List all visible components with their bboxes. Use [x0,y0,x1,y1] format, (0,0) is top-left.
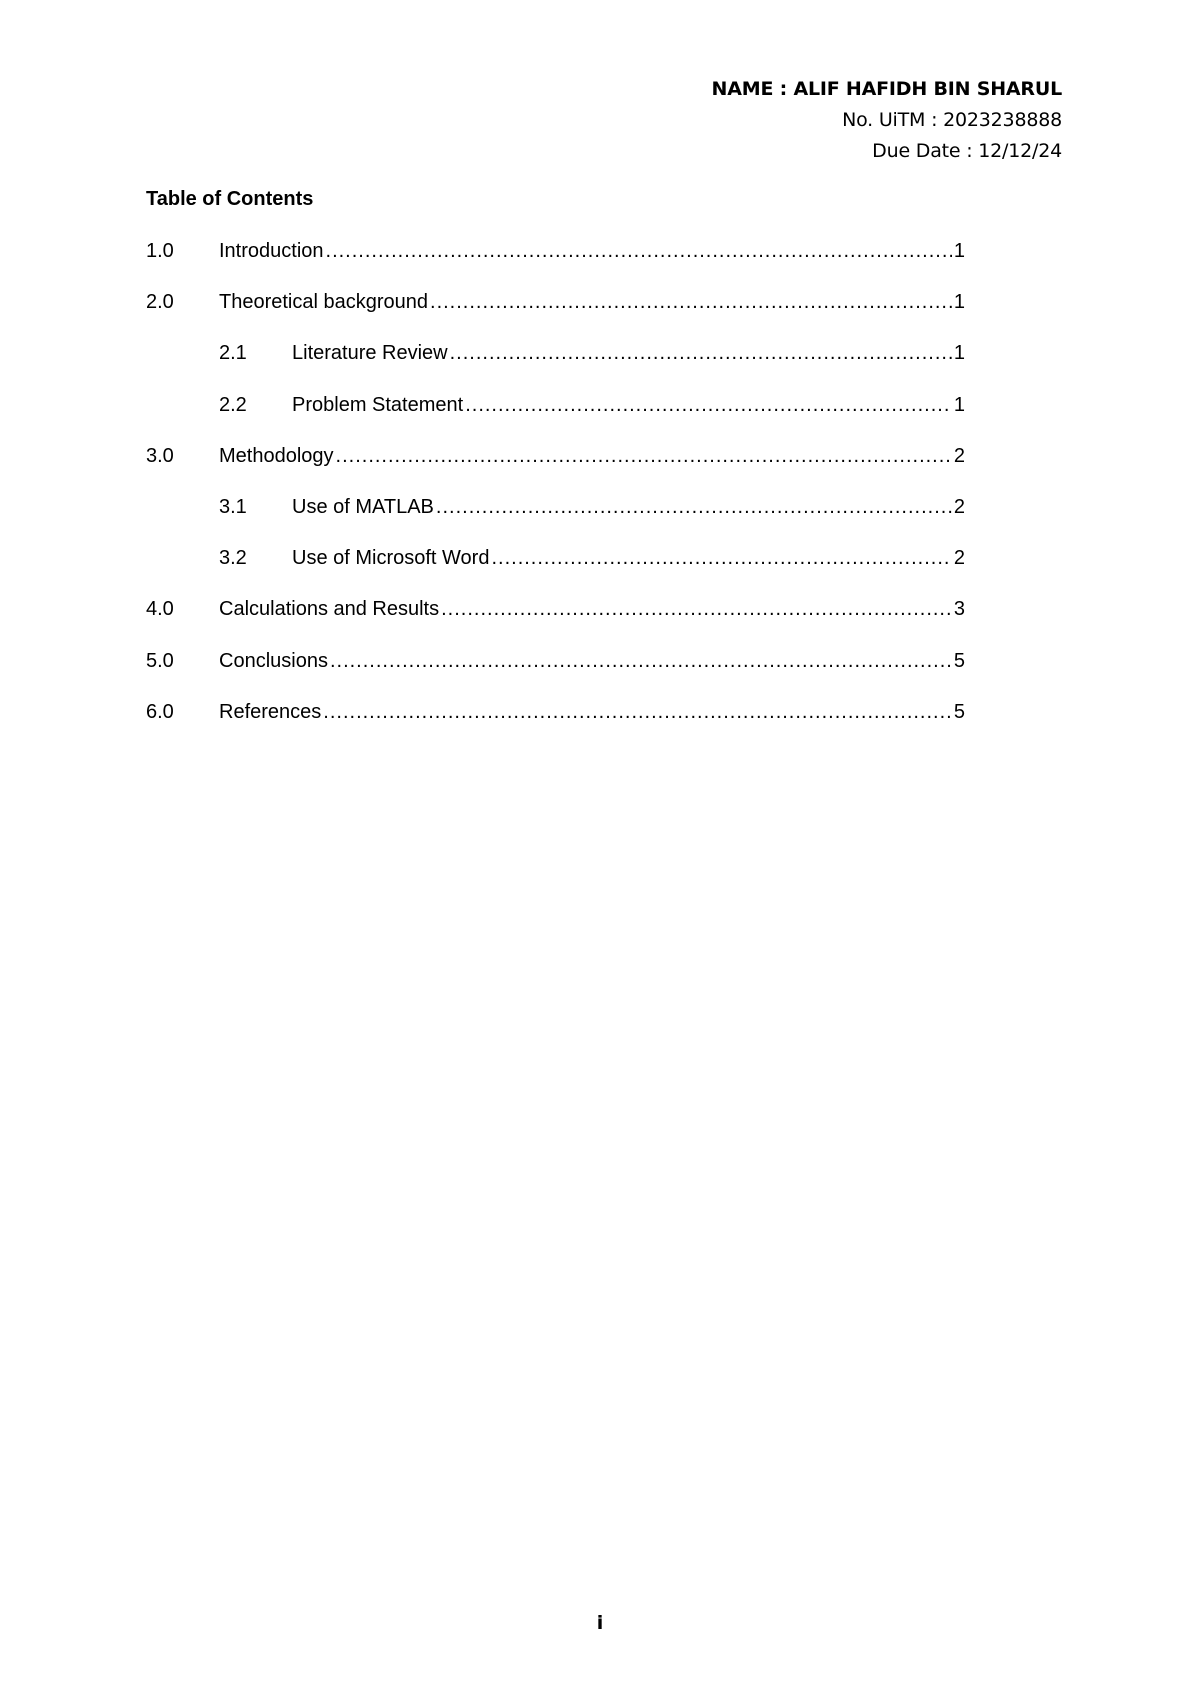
toc-entry-use-of-matlab[interactable] [146,495,965,546]
toc-dot-leader [441,597,952,621]
toc-entry-literature-review[interactable] [146,341,965,392]
toc-entry-conclusions[interactable] [146,649,965,700]
toc-dot-leader [323,700,952,724]
toc-entry-number: 2.1 [219,342,247,365]
toc-entry-title: Introduction [219,240,324,262]
toc-dot-leader [330,649,952,673]
toc-entry-page: 3 [953,598,965,621]
toc-entry-number: 4.0 [146,598,174,621]
toc-dot-leader [491,546,951,570]
toc-dot-leader [450,341,952,365]
toc-entry-title: Problem Statement [292,393,464,416]
toc-entry-methodology[interactable] [146,444,965,495]
toc-entry-number: 3.1 [219,495,247,518]
toc-entry-use-of-microsoft-word[interactable] [146,546,965,597]
toc-dot-leader [430,290,952,314]
toc-entry-title: Methodology [219,444,334,467]
toc-entry-introduction[interactable] [146,239,965,290]
toc-entry-number: 1.0 [146,240,174,262]
toc-entry-problem-statement[interactable] [146,393,965,444]
toc-entry-title: Calculations and Results [219,598,440,621]
toc-dot-leader [436,495,952,519]
toc-entry-calculations-and-results[interactable] [146,597,965,648]
page-number: i [596,1612,604,1634]
toc-dot-leader [465,393,952,417]
toc-entry-number: 3.2 [219,547,247,570]
toc-entry-number: 3.0 [146,444,174,467]
toc-entry-title: Use of MATLAB [292,495,434,518]
toc-entry-page: 1 [953,291,965,314]
student-info-header [712,74,1062,167]
toc-entry-page: 2 [953,444,965,467]
toc-entry-title: Literature Review [292,342,448,365]
toc-entry-page: 1 [953,240,965,262]
toc-entry-number: 5.0 [146,649,174,672]
table-of-contents [146,239,965,751]
toc-entry-title: References [219,700,322,723]
toc-entry-page: 2 [953,495,965,518]
toc-entry-page: 5 [953,700,965,723]
toc-entry-title: Use of Microsoft Word [292,547,490,570]
toc-entry-references[interactable] [146,700,965,751]
toc-entry-number: 2.2 [219,393,247,416]
toc-dot-leader [326,239,952,263]
toc-dot-leader [336,444,952,468]
toc-entry-number: 6.0 [146,700,174,723]
toc-entry-page: 1 [953,393,965,416]
student-name: NAME : ALIF HAFIDH BIN SHARUL [711,78,1062,100]
toc-entry-page: 2 [953,547,965,570]
toc-entry-page: 1 [953,342,965,365]
toc-entry-page: 5 [953,649,965,672]
toc-entry-title: Conclusions [219,649,328,672]
toc-title: Table of Contents [146,188,314,210]
due-date: Due Date : 12/12/24 [872,140,1062,162]
toc-entry-theoretical-background[interactable] [146,290,965,341]
toc-entry-title: Theoretical background [219,291,429,314]
toc-entry-number: 2.0 [146,291,174,314]
uitm-number: No. UiTM : 2023238888 [842,109,1062,131]
